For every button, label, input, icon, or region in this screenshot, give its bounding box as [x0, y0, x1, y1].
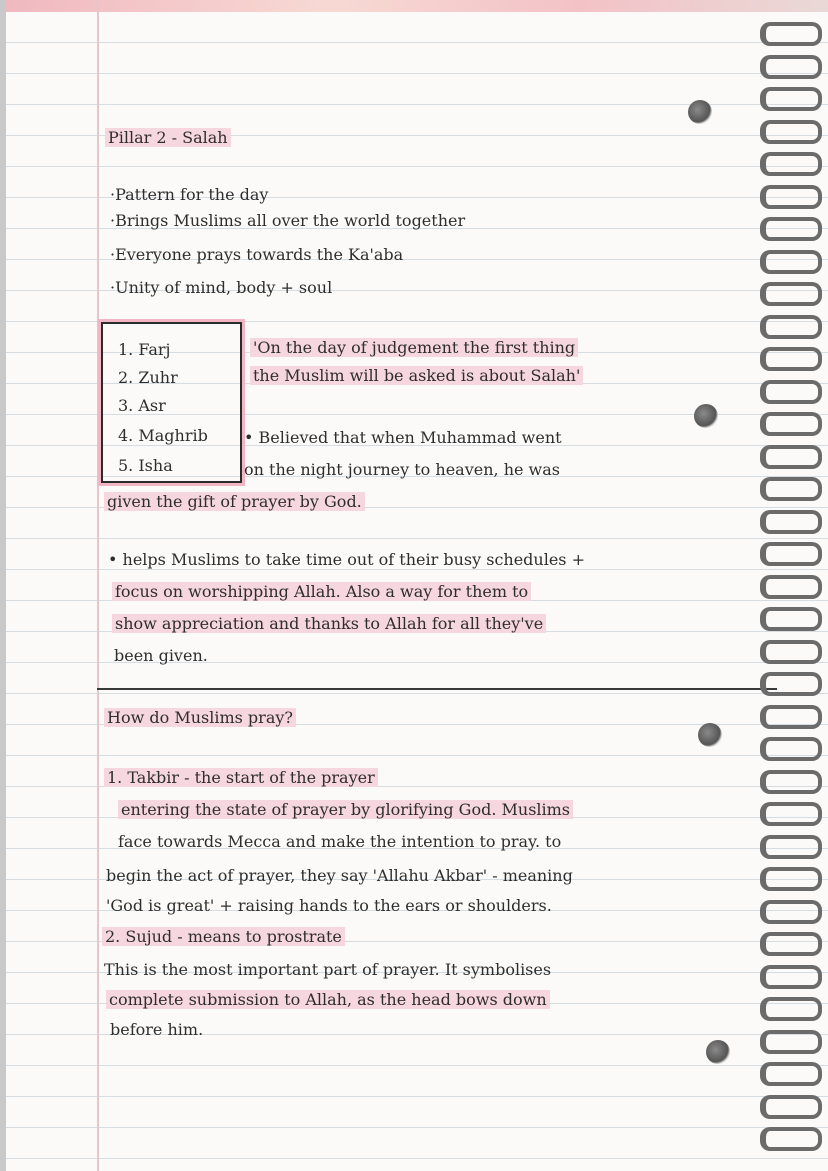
bullet-item: ·Unity of mind, body + soul — [110, 278, 333, 297]
journey-line: given the gift of prayer by God. — [104, 492, 365, 512]
page-heading: Pillar 2 - Salah — [105, 128, 231, 148]
spiral-ring — [760, 1030, 822, 1054]
spiral-ring — [760, 445, 822, 469]
sujud-line: complete submission to Allah, as the head bows down — [106, 990, 550, 1010]
spiral-ring — [760, 347, 822, 371]
helps-line: • helps Muslims to take time out of their busy schedules + — [108, 550, 586, 569]
spiral-ring — [760, 380, 822, 404]
spiral-ring — [760, 607, 822, 631]
spiral-ring — [760, 282, 822, 306]
spiral-ring — [760, 55, 822, 79]
spiral-ring — [760, 87, 822, 111]
spiral-ring — [760, 900, 822, 924]
spiral-ring — [760, 542, 822, 566]
page-top-edge — [0, 0, 828, 12]
journey-line: on the night journey to heaven, he was — [244, 460, 560, 479]
prayer-item: 4. Maghrib — [118, 426, 208, 445]
page-left-edge — [0, 0, 6, 1171]
quote-line: 'On the day of judgement the first thing — [250, 338, 578, 358]
spiral-ring — [760, 152, 822, 176]
spiral-ring — [760, 965, 822, 989]
bullet-item: ·Everyone prays towards the Ka'aba — [110, 245, 404, 264]
spiral-ring — [760, 1127, 822, 1151]
spiral-ring — [760, 477, 822, 501]
takbir-line: begin the act of prayer, they say 'Allahu Akbar' - meaning — [106, 866, 573, 885]
bullet-item: ·Brings Muslims all over the world together — [110, 211, 466, 230]
sujud-line: before him. — [110, 1020, 204, 1039]
spiral-ring — [760, 1062, 822, 1086]
spiral-ring — [760, 185, 822, 209]
section-divider — [97, 688, 777, 690]
spiral-ring — [760, 737, 822, 761]
quote-line: the Muslim will be asked is about Salah' — [250, 366, 583, 386]
journey-line: • Believed that when Muhammad went — [244, 428, 562, 447]
helps-line: been given. — [114, 646, 208, 665]
spiral-ring — [760, 640, 822, 664]
spiral-ring — [760, 770, 822, 794]
punch-hole — [688, 100, 712, 124]
spiral-ring — [760, 932, 822, 956]
spiral-ring — [760, 120, 822, 144]
prayer-item: 2. Zuhr — [118, 368, 178, 387]
punch-hole — [698, 723, 722, 747]
spiral-ring — [760, 315, 822, 339]
prayer-item: 5. Isha — [118, 456, 173, 475]
spiral-ring — [760, 22, 822, 46]
spiral-ring — [760, 835, 822, 859]
spiral-ring — [760, 997, 822, 1021]
spiral-ring — [760, 575, 822, 599]
spiral-ring — [760, 217, 822, 241]
spiral-ring — [760, 510, 822, 534]
spiral-ring — [760, 802, 822, 826]
takbir-line: 'God is great' + raising hands to the ears or shoulders. — [106, 896, 552, 915]
sujud-line: This is the most important part of prayer. It symbolises — [104, 960, 552, 979]
section-heading: How do Muslims pray? — [104, 708, 296, 728]
bullet-item: ·Pattern for the day — [110, 185, 269, 204]
spiral-ring — [760, 250, 822, 274]
takbir-line: entering the state of prayer by glorifying God. Muslims — [118, 800, 573, 820]
sujud-title: 2. Sujud - means to prostrate — [102, 927, 345, 947]
helps-line: focus on worshipping Allah. Also a way for them to — [112, 582, 531, 602]
spiral-ring — [760, 672, 822, 696]
spiral-ring — [760, 412, 822, 436]
spiral-ring — [760, 705, 822, 729]
helps-line: show appreciation and thanks to Allah for all they've — [112, 614, 546, 634]
prayer-item: 1. Farj — [118, 340, 171, 359]
takbir-title: 1. Takbir - the start of the prayer — [104, 768, 378, 788]
prayer-item: 3. Asr — [118, 396, 166, 415]
punch-hole — [706, 1040, 730, 1064]
punch-hole — [694, 404, 718, 428]
spiral-binding — [758, 0, 828, 1171]
margin-line — [97, 0, 99, 1171]
spiral-ring — [760, 1095, 822, 1119]
spiral-ring — [760, 867, 822, 891]
takbir-line: face towards Mecca and make the intention to pray. to — [118, 832, 562, 851]
